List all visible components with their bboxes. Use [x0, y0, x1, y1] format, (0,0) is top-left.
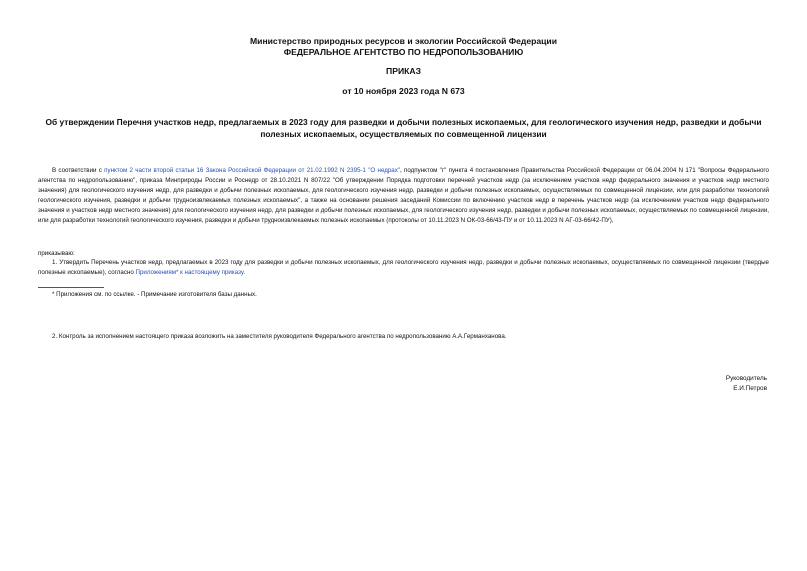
item-1-end: .: [243, 269, 246, 276]
document-header: [0, 36, 807, 58]
item-1-text: 1. Утвердить Перечень участков недр, предлагаемых в 2023 году для разведки и добычи полезных ископаемых, для геологического изучения недр, разведки и добычи полезных ископаемых, осуществляемых по совмещенной лицензии (твердые полезные ископаемые), согласно: [38, 259, 769, 276]
doc-date: от 10 ноября 2023 года N 673: [342, 86, 465, 96]
signature-name: Е.И.Петров: [733, 385, 767, 392]
footnote-divider: [38, 287, 104, 288]
item-2-paragraph: 2. Контроль за исполнением настоящего приказа возложить на заместителя руководителя Федерального агентства по недропользованию А.А.Германханова.: [52, 333, 507, 340]
preamble-paragraph: [38, 166, 769, 226]
doc-title: Об утверждении Перечня участков недр, предлагаемых в 2023 году для разведки и добычи полезных ископаемых, для геологического изучения недр, разведки и добычи полезных ископаемых, осуществляемых по совмещенной лицензии: [45, 117, 762, 139]
ministry-order-link[interactable]: , приказа Минприроды России и Роснедр от 28.10.2021 N 807/22 "Об утверждении Порядка подготовки перечней участков недр (за исключением участков недр федерального значения и участков недр местного значения) для геологического изучения недр, для разведки и добычи полезных ископаемых, для геологического изучения недр, разведки и добычи полезных ископаемых, осуществляемых по совмещенной лицензии, или для разработки технологий геологического изучения, разведки и добычи трудноизвлекаемых полезных ископаемых": [38, 177, 769, 204]
preamble-text-4: , а также на основании решения заседаний Комиссии по включению участков недр в перечень участков недр (за исключением участков недр федерального значения и участков недр местного значения) для геологического изучения недр, для разведки и добычи полезных ископаемых, для геологического изучения недр, разведки и добычи полезных ископаемых, осуществляемых по совмещенной лицензии, или для разработки технологий геологического изучения, разведки и добычи трудноизвлекаемых полезных ископаемых (протоколы от 10.11.2023 N ОК-03-66/43-ПУ и от 10.11.2023 N АГ-03-66/42-ПУ),: [38, 197, 769, 224]
agency-name: ФЕДЕРАЛЬНОЕ АГЕНТСТВО ПО НЕДРОПОЛЬЗОВАНИЮ: [283, 47, 524, 57]
footnote-text: * Приложения см. по ссылке. - Примечание изготовителя базы данных.: [52, 291, 257, 298]
signature-position: Руководитель: [725, 375, 767, 382]
order-word: приказываю:: [38, 250, 75, 257]
appendices-link[interactable]: Приложениям* к настоящему приказу: [135, 269, 244, 276]
government-decree-link[interactable]: , подпунктом "г" пункта 4 постановления Правительства Российской Федерации от 06.04.2004 N 171 "Вопросы Федерального агентства по недропользованию": [38, 167, 769, 184]
doc-type: ПРИКАЗ: [386, 66, 421, 76]
law-on-subsoil-link[interactable]: пунктом 2 части второй статьи 16 Закона Российской Федерации от 21.02.1992 N 2395-1 "О недрах": [104, 167, 401, 174]
item-1-paragraph: [38, 258, 769, 278]
ministry-name: Министерство природных ресурсов и экологии Российской Федерации: [250, 36, 557, 46]
preamble-text-1: В соответствии с: [52, 167, 105, 174]
